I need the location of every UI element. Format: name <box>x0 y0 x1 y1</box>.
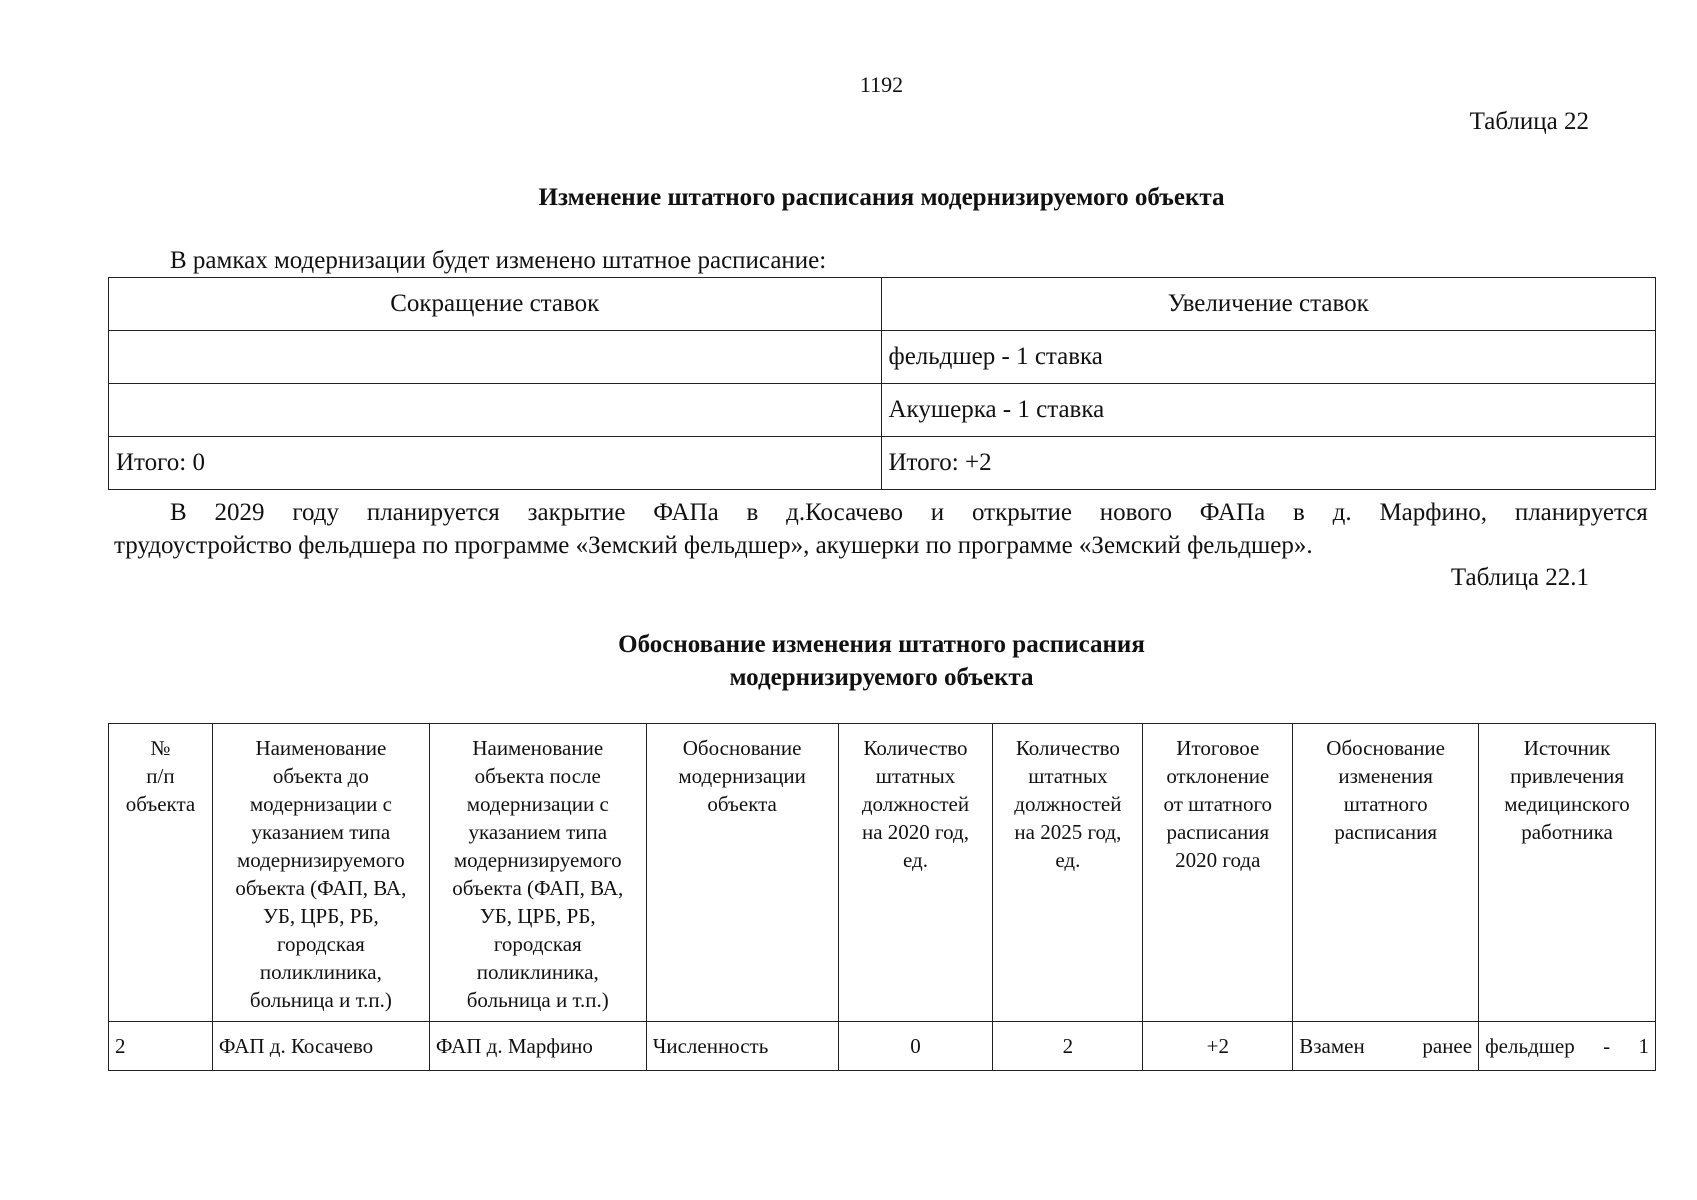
paragraph-word: д.Косачево <box>786 499 903 526</box>
header-increase: Увеличение ставок <box>881 278 1656 331</box>
increase-cell: Акушерка - 1 ставка <box>881 384 1656 437</box>
row-number: 2 <box>109 1022 213 1071</box>
paragraph-word: году <box>292 499 339 526</box>
header-line: работника <box>1521 820 1613 844</box>
header-line: Количество <box>1015 736 1120 760</box>
intro-text: В рамках модернизации будет изменено штатное расписание: <box>170 247 827 274</box>
header-line: УБ, ЦРБ, РБ, <box>479 904 596 928</box>
increase-cell: фельдшер - 1 ставка <box>881 331 1656 384</box>
header-line: указанием типа <box>468 820 608 844</box>
header-line: на 2020 год, <box>862 820 969 844</box>
paragraph-word: открытие <box>972 499 1072 526</box>
header-line: расписания <box>1166 820 1270 844</box>
header-object-after <box>429 724 646 1022</box>
header-line: больница и т.п.) <box>466 988 609 1012</box>
header-line: модернизации <box>678 764 806 788</box>
header-line: отклонение <box>1166 764 1270 788</box>
header-line: модернизации с <box>466 792 609 816</box>
table-22-1-title-line-1: Обоснование изменения штатного расписания <box>618 631 1145 658</box>
paragraph-word: В <box>170 499 187 526</box>
header-line: ед. <box>1055 848 1081 872</box>
header-line: расписания <box>1334 820 1437 844</box>
header-line: Источник <box>1523 736 1611 760</box>
header-line: на 2025 год, <box>1014 820 1122 844</box>
reduction-cell <box>109 331 882 384</box>
header-line: привлечения <box>1510 764 1624 788</box>
header-line: изменения <box>1338 764 1433 788</box>
table-22-title: Изменение штатного расписания модернизируемого объекта <box>538 184 1225 211</box>
header-line: объекта после <box>474 764 601 788</box>
header-line: 2020 года <box>1175 848 1261 872</box>
header-line: поликлиника, <box>476 960 599 984</box>
header-line: объекта <box>707 792 777 816</box>
header-modernization-reason <box>646 724 838 1022</box>
header-line: должностей <box>1014 792 1122 816</box>
header-line: № <box>150 736 171 760</box>
paragraph-word: и <box>930 499 945 526</box>
header-line: модернизируемого <box>236 848 405 872</box>
change-justification <box>1293 1022 1479 1071</box>
paragraph-word: закрытие <box>527 499 626 526</box>
header-object-before <box>212 724 429 1022</box>
header-line: п/п <box>146 764 175 788</box>
header-line: объекта (ФАП, ВА, <box>452 876 624 900</box>
header-deviation <box>1143 724 1293 1022</box>
modernization-reason: Численность <box>646 1022 838 1071</box>
header-line: поликлиника, <box>259 960 382 984</box>
header-line: Наименование <box>472 736 604 760</box>
paragraph-word: ФАПа <box>1199 499 1266 526</box>
header-line: штатных <box>875 764 956 788</box>
paragraph-word: в <box>746 499 759 526</box>
header-line: штатных <box>1028 764 1108 788</box>
paragraph-word: д. <box>1332 499 1352 526</box>
cell-word: - <box>1603 1034 1611 1058</box>
paragraph-word: Марфино, <box>1379 499 1487 526</box>
header-line: больница и т.п.) <box>249 988 392 1012</box>
table-header-row <box>109 278 1656 331</box>
count-2020: 0 <box>838 1022 993 1071</box>
justification-table <box>108 723 1656 1071</box>
header-line: Итоговое <box>1176 736 1260 760</box>
header-line: модернизации с <box>249 792 392 816</box>
header-line: Обоснование <box>682 736 802 760</box>
header-count-2025 <box>993 724 1143 1022</box>
increase-total: Итого: +2 <box>881 437 1656 490</box>
paragraph-word: в <box>1293 499 1305 526</box>
cell-word: Взамен <box>1299 1034 1365 1058</box>
header-line: от штатного <box>1163 792 1273 816</box>
header-line: Наименование <box>255 736 387 760</box>
header-line: указанием типа <box>251 820 391 844</box>
cell-word: ранее <box>1422 1034 1473 1058</box>
header-line: медицинского <box>1504 792 1630 816</box>
paragraph-word: 2029 <box>214 499 265 526</box>
header-change-justification <box>1293 724 1479 1022</box>
paragraph-line-2: трудоустройство фельдшера по программе «Земский фельдшер», акушерки по программе «Земский фельдшер». <box>114 532 1313 559</box>
table-row <box>109 331 1656 384</box>
page-number: 1192 <box>859 72 904 97</box>
table-22-1-title-line-2: модернизируемого объекта <box>729 664 1034 691</box>
paragraph-word: ФАПа <box>653 499 719 526</box>
count-2025: 2 <box>993 1022 1143 1071</box>
object-after: ФАП д. Марфино <box>429 1022 646 1071</box>
header-line: объекта <box>125 792 196 816</box>
header-line: модернизируемого <box>453 848 622 872</box>
header-worker-source <box>1479 724 1656 1022</box>
cell-word: 1 <box>1638 1034 1649 1058</box>
header-line: объекта до <box>272 764 369 788</box>
paragraph-line-1 <box>170 499 1648 527</box>
header-reduction: Сокращение ставок <box>109 278 882 331</box>
header-line: Количество <box>863 736 968 760</box>
object-before: ФАП д. Косачево <box>212 1022 429 1071</box>
table-header-row <box>109 724 1656 1022</box>
reduction-total: Итого: 0 <box>109 437 882 490</box>
header-line: Обоснование <box>1326 736 1445 760</box>
deviation: +2 <box>1143 1022 1293 1071</box>
worker-source <box>1479 1022 1656 1071</box>
header-row-number <box>109 724 213 1022</box>
paragraph-word: планируется <box>1514 499 1648 526</box>
header-line: городская <box>276 932 365 956</box>
header-line: штатного <box>1343 792 1428 816</box>
staff-change-table <box>108 277 1656 490</box>
cell-word: фельдшер <box>1485 1034 1575 1058</box>
table-22-label: Таблица 22 <box>1469 108 1589 135</box>
header-count-2020 <box>838 724 993 1022</box>
header-line: объекта (ФАП, ВА, <box>235 876 407 900</box>
paragraph-word: планируется <box>366 499 500 526</box>
paragraph-word: нового <box>1099 499 1172 526</box>
reduction-cell <box>109 384 882 437</box>
header-line: ед. <box>903 848 928 872</box>
header-line: должностей <box>861 792 970 816</box>
table-22-1-label: Таблица 22.1 <box>1450 564 1589 591</box>
header-line: городская <box>493 932 582 956</box>
table-row <box>109 1022 1656 1071</box>
total-row <box>109 437 1656 490</box>
header-line: УБ, ЦРБ, РБ, <box>262 904 379 928</box>
table-row <box>109 384 1656 437</box>
